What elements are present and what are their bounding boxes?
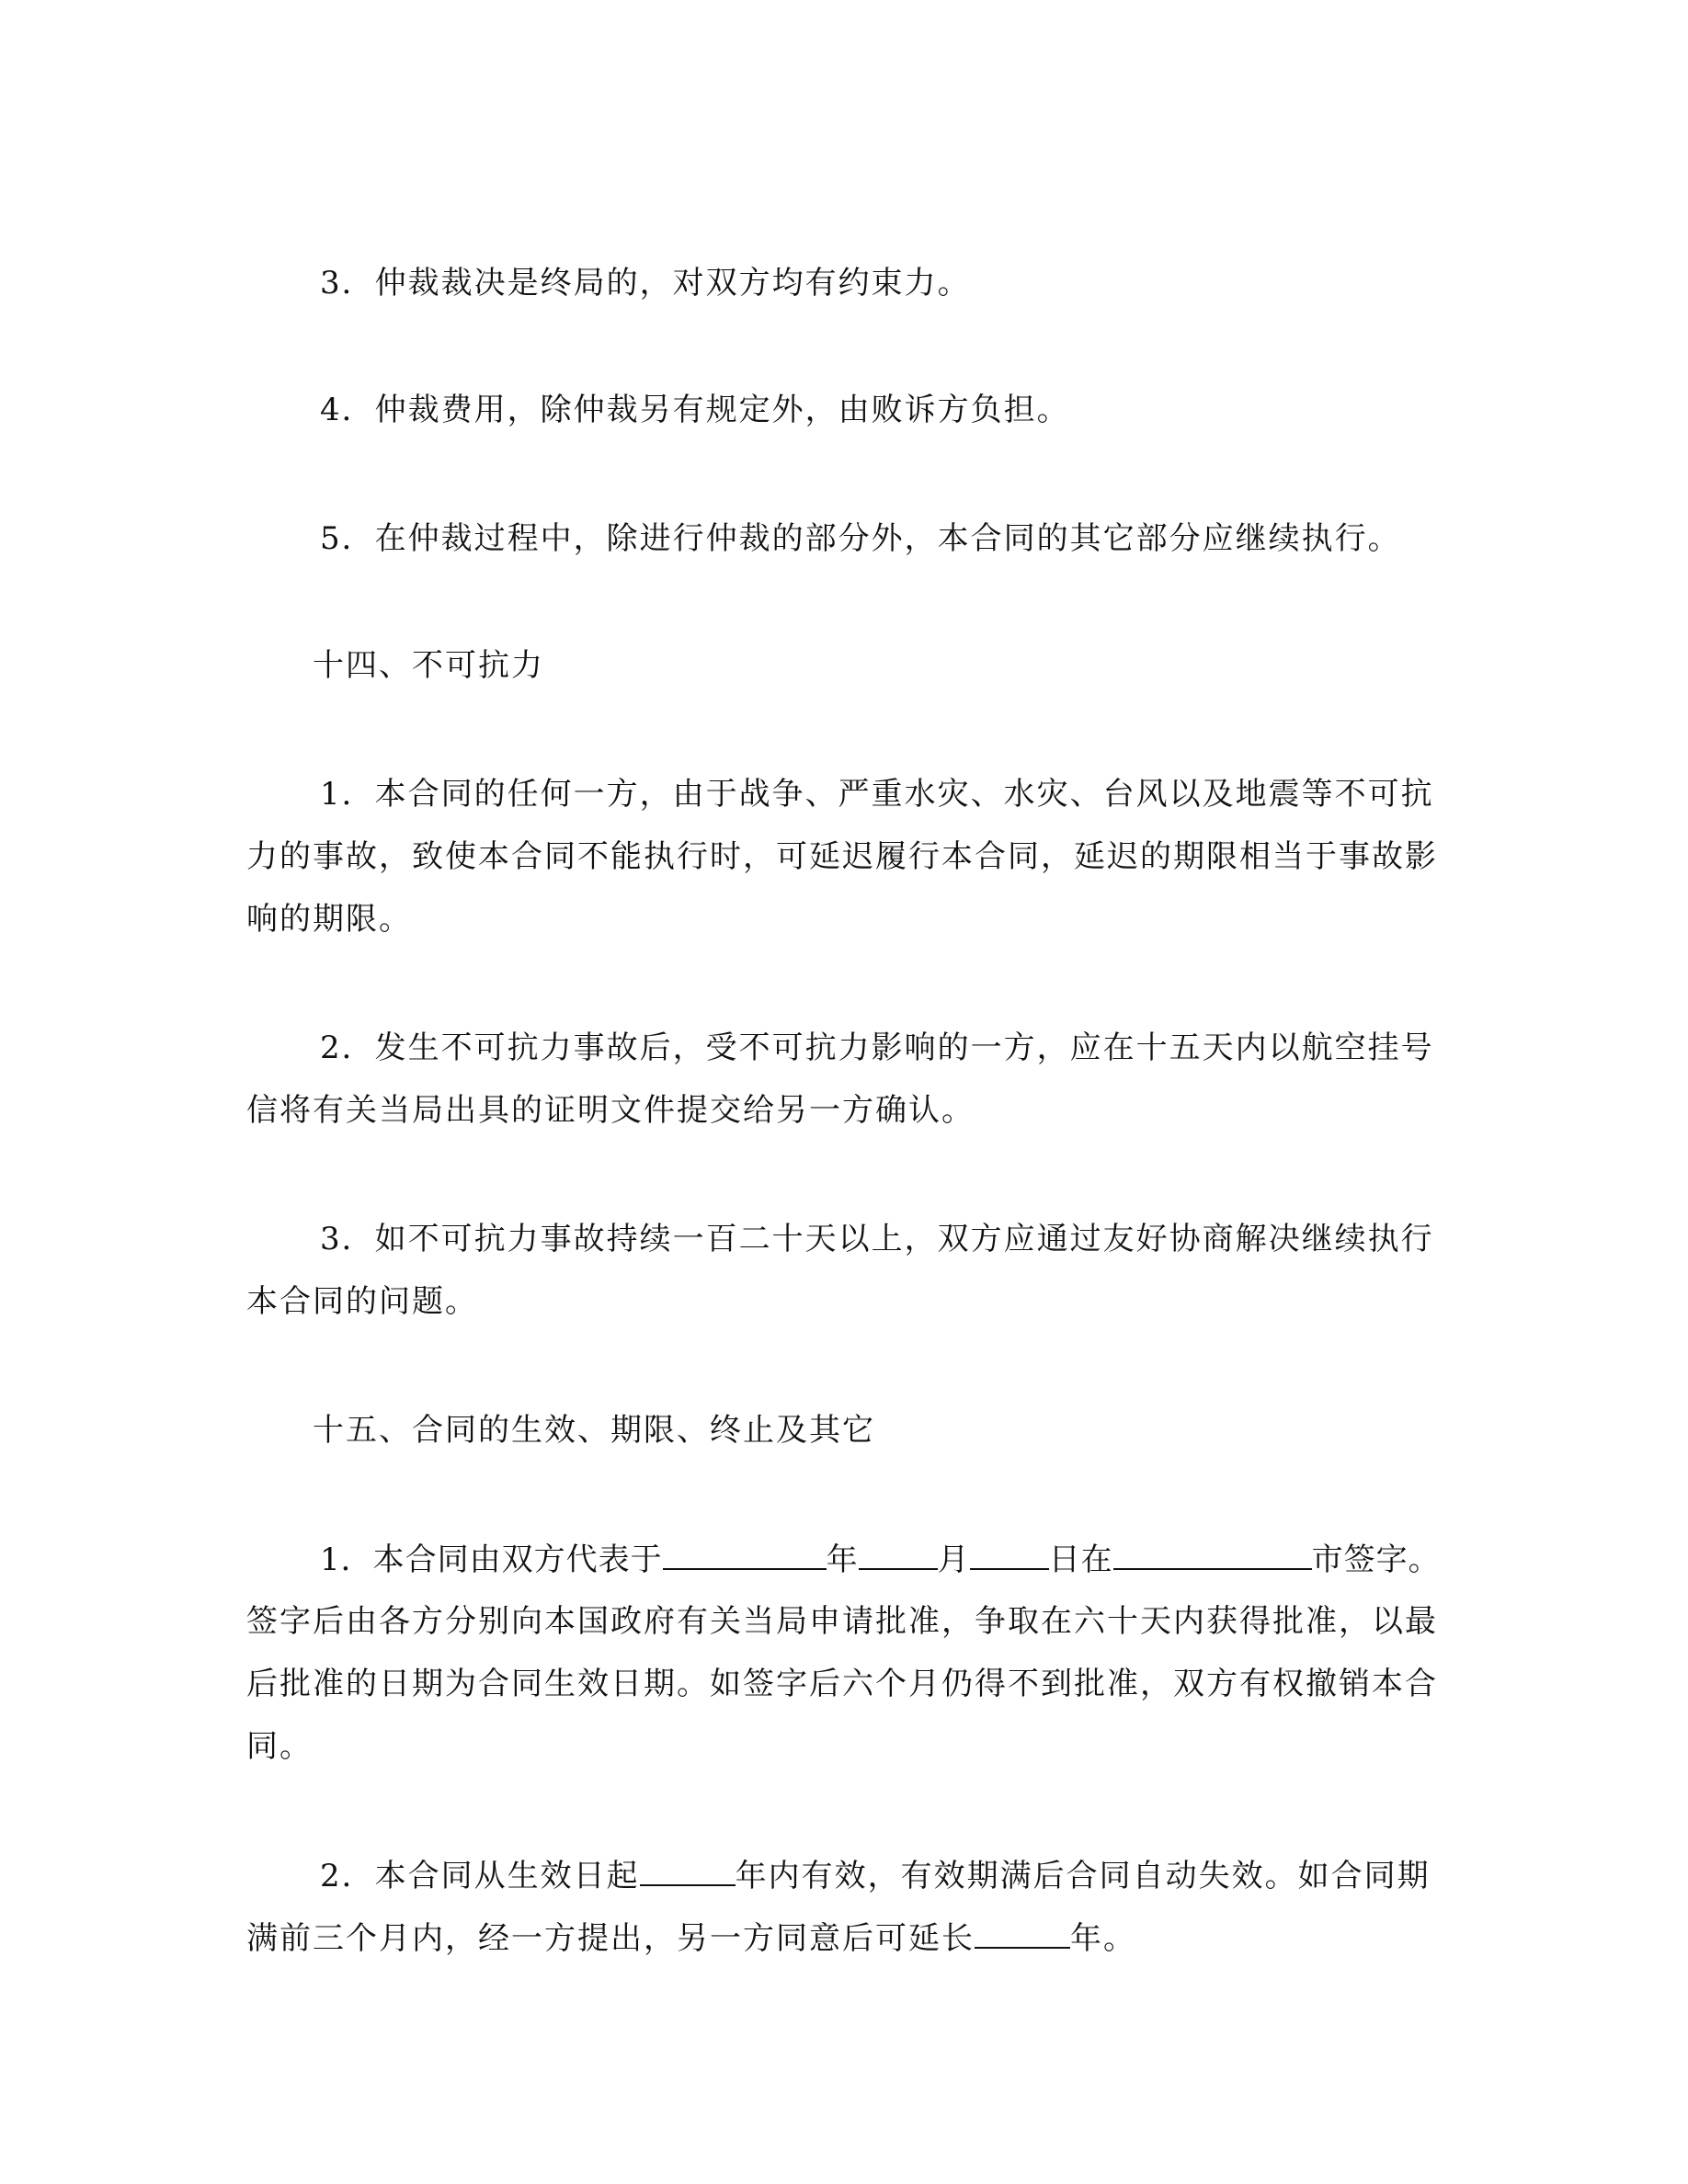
paragraph-line: 签字后由各方分别向本国政府有关当局申请批准，争取在六十天内获得批准，以最 <box>246 1603 1438 1640</box>
paragraph-line: 响的期限。 <box>246 901 412 938</box>
item-number: 3． <box>320 265 375 301</box>
blank-year-field[interactable] <box>663 1541 827 1570</box>
item-number: 1． <box>320 776 375 813</box>
item-number: 4． <box>320 392 375 428</box>
item-number: 3． <box>320 1221 375 1257</box>
paragraph-line: 同。 <box>246 1728 313 1765</box>
paragraph-line: 后批准的日期为合同生效日期。如签字后六个月仍得不到批准，双方有权撤销本合 <box>246 1666 1438 1702</box>
item-text: 市签字。 <box>1311 1541 1441 1578</box>
item-text: 年。 <box>1070 1920 1136 1957</box>
arbitration-item-3 <box>320 265 971 301</box>
item-text: 本合同由双方代表于 <box>372 1541 663 1578</box>
item-number: 2． <box>320 1858 375 1894</box>
item-text: 本合同的任何一方，由于战争、严重水灾、水灾、台风以及地震等不可抗 <box>374 776 1434 813</box>
item-text: 在仲裁过程中，除进行仲裁的部分外，本合同的其它部分应继续执行。 <box>374 520 1401 557</box>
blank-month-field[interactable] <box>859 1541 938 1570</box>
item-text: 本合同从生效日起 <box>374 1858 640 1894</box>
item-text: 日在 <box>1048 1541 1113 1578</box>
item-text: 月 <box>937 1541 970 1578</box>
paragraph-line <box>320 1029 1434 1066</box>
item-number: 5． <box>320 520 375 557</box>
item-text: 年 <box>826 1541 859 1578</box>
item-text: 仲裁费用，除仲裁另有规定外，由败诉方负担。 <box>374 392 1070 428</box>
blank-city-field[interactable] <box>1113 1541 1312 1570</box>
item-text: 如不可抗力事故持续一百二十天以上，双方应通过友好协商解决继续执行 <box>374 1221 1434 1257</box>
blank-extension-years-field[interactable] <box>975 1919 1070 1949</box>
section-heading-effectiveness: 十五、合同的生效、期限、终止及其它 <box>313 1412 875 1449</box>
paragraph-line <box>320 1857 1431 1894</box>
arbitration-item-5 <box>320 520 1401 557</box>
blank-day-field[interactable] <box>970 1541 1049 1570</box>
section-heading-force-majeure: 十四、不可抗力 <box>313 647 544 684</box>
item-text: 年内有效，有效期满后合同自动失效。如合同期 <box>735 1858 1431 1894</box>
blank-validity-years-field[interactable] <box>640 1857 736 1886</box>
item-text: 发生不可抗力事故后，受不可抗力影响的一方，应在十五天内以航空挂号 <box>374 1029 1434 1066</box>
arbitration-item-4 <box>320 392 1070 428</box>
paragraph-line: 本合同的问题。 <box>246 1283 478 1320</box>
paragraph-line: 力的事故，致使本合同不能执行时，可延迟履行本合同，延迟的期限相当于事故影 <box>246 838 1438 875</box>
item-text: 仲裁裁决是终局的，对双方均有约束力。 <box>374 265 971 301</box>
paragraph-line: 信将有关当局出具的证明文件提交给另一方确认。 <box>246 1092 975 1129</box>
paragraph-line <box>320 776 1434 813</box>
paragraph-line <box>320 1541 1441 1578</box>
paragraph-line <box>320 1221 1434 1257</box>
item-text: 满前三个月内，经一方提出，另一方同意后可延长 <box>246 1920 975 1957</box>
item-number: 2． <box>320 1029 375 1066</box>
paragraph-line <box>246 1919 1136 1957</box>
item-number: 1． <box>320 1541 373 1578</box>
